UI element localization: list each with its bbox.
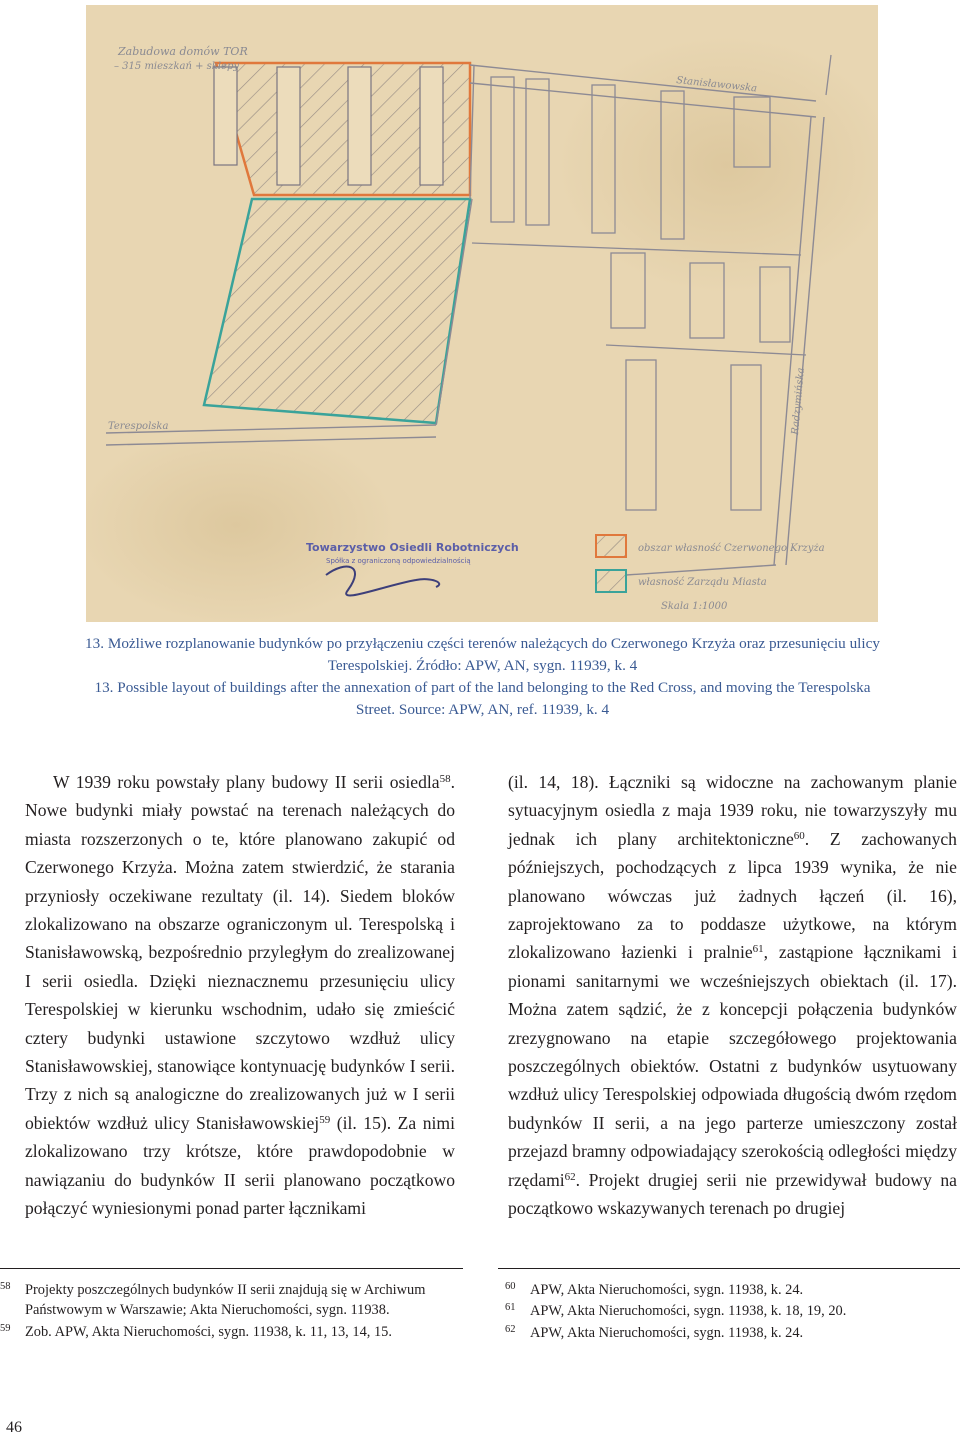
caption-en-line1: 13. Possible layout of buildings after the annexation of part of the land belonging to the Red Cross, and moving the Terespolska [94, 679, 871, 696]
footnote-ref: 58 [439, 773, 451, 785]
page-number: 46 [6, 1419, 22, 1436]
caption-en-line2: Street. Source: APW, AN, ref. 11939, k. 4 [355, 701, 610, 718]
paper-stain [86, 425, 396, 622]
footnote-ref: 61 [752, 943, 764, 956]
footnote-61: $^{61}$ APW, Akta Nieruchomości, sygn. 11938, k. 18, 19, 20. [505, 1302, 847, 1320]
body-column-right [508, 768, 957, 1223]
figure-caption [10, 633, 955, 721]
footnote-ref: 62 [564, 1170, 576, 1183]
footnote-divider [498, 1268, 960, 1269]
footnote-62: $^{62}$ APW, Akta Nieruchomości, sygn. 11938, k. 24. [505, 1323, 804, 1341]
footnotes-right [505, 1280, 960, 1344]
handwritten-note: Zabudowa domów TOR [118, 45, 248, 58]
footnotes-left [0, 1280, 455, 1343]
orange-parcel [214, 63, 470, 195]
stamp-text: Towarzystwo Osiedli Robotniczych [306, 541, 519, 554]
caption-pl-line1: 13. Możliwe rozplanowanie budynków po przyłączeniu części terenów należących do Czerwonego Krzyża oraz przesunięciu ulicy [85, 635, 880, 652]
footnote-58: $^{58}$ Projekty poszczególnych budynków II serii znajdują się w Archiwum Państwowym w Warszawie; Akta Nieruchomości, sygn. 11938. [0, 1281, 426, 1319]
scale-label: Skala 1:1000 [661, 601, 728, 612]
site-plan-figure [86, 5, 878, 622]
body-paragraph: W 1939 roku powstały plany budowy II serii osiedla$^{58}$. Nowe budynki miały powstać na terenach należących do miasta rozszerzonych o te, które planowano zakupić od Czerwonego Krzyża. Można zatem stwierdzić, że starania przyniosły oczekiwane rezultaty (il. 14). Siedem bloków zlokalizowano na obszarze ograniczonym ul. Terespolską i Stanisławowską, bezpośrednio przyległym do zrealizowanej I serii osiedla. Dzięki nieznacznemu przesunięciu ulicy Terespolskiej w kierunku wschodnim, udało się zmieścić cztery budynki ustawione szczytowo wzdłuż ulicy Stanisławowskiej, stanowiące kontynuację budynków I serii. Trzy z nich są analogiczne do zrealizowanych już w I serii obiektów wzdłuż ulicy Stanisławowskiej$^{59}$ (il. 15). Za nimi zlokalizowano trzy krótsze, które prawdopodobnie w nawiązaniu do budynków II serii planowano początkowo połączyć wyniesionymi ponad parter łącznikami [25, 772, 455, 1219]
site-plan-drawing [86, 5, 878, 622]
footnote-ref: 60 [793, 829, 805, 842]
footnote-59: $^{59}$ Zob. APW, Akta Nieruchomości, sygn. 11938, k. 11, 13, 14, 15. [0, 1322, 392, 1340]
legend-label: własność Zarządu Miasta [638, 577, 767, 588]
street-label: Stanisławowska [675, 75, 758, 95]
footnote-ref: 59 [319, 1113, 331, 1126]
footnote-divider [0, 1268, 463, 1269]
handwritten-note: – 315 mieszkań + sklepy [114, 61, 239, 72]
body-column-left [25, 768, 455, 1223]
teal-parcel [204, 199, 470, 423]
footnote-60: $^{60}$ APW, Akta Nieruchomości, sygn. 11938, k. 24. [505, 1281, 804, 1298]
legend-label: obszar własność Czerwonego Krzyża [638, 543, 825, 554]
stamp-text: Spółka z ograniczoną odpowiedzialnością [326, 557, 471, 565]
body-paragraph: (il. 14, 18). Łączniki są widoczne na zachowanym planie sytuacyjnym osiedla z maja 1939 roku, nie towarzyszyły mu jednak ich plany architektoniczne$^{60}$. Z zachowanych późniejszych, pochodzących z lipca 1939 wynika, że nie planowano wówczas już żadnych łączeń (il. 16), zaprojektowano za to poddasze użytkowe, na którym zlokalizowano łazienki i pralnie$^{61}$, zastąpione łącznikami i pionami sanitarnymi we wcześniejszych obiektach (il. 17). Można zatem sądzić, że z koncepcji połączenia budynków zrezygnowano na etapie szczegółowego projektowania poszczególnych obiektów. Ostatni z budynków usytuowany wzdłuż ulicy Terespolskiej odpowiada długością dwóm rzędom budynków II serii, a na jego parterze umieszczony został przejazd bramny odpowiadający szerokością odległości między rzędami$^{62}$. Projekt drugiej serii nie przewidywał budowy na początkowo wskazywanych terenach po drugiej [508, 772, 957, 1219]
street-label: Radzymińska [790, 367, 807, 436]
street-label: Terespolska [108, 421, 169, 432]
caption-pl-line2: Terespolskiej. Źródło: APW, AN, sygn. 11939, k. 4 [327, 657, 638, 674]
